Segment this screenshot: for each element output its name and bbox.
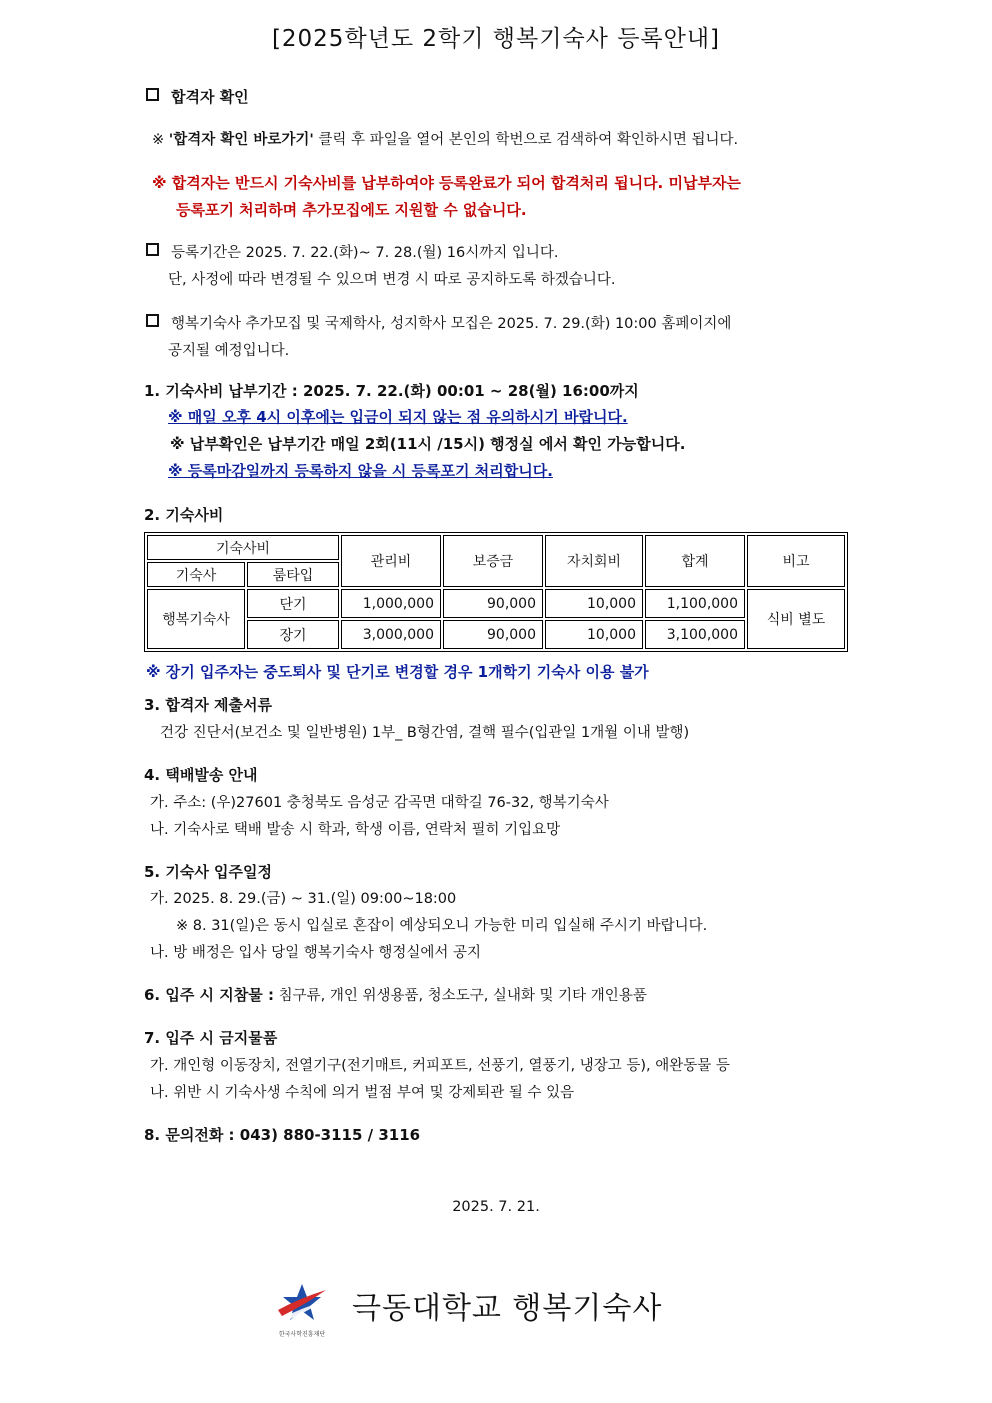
table-row (147, 620, 845, 649)
additional-recruit (146, 312, 731, 333)
delivery-heading: 4. 택배발송 안내 (144, 766, 258, 784)
movein-note: ※ 8. 31(일)은 동시 입실로 혼잡이 예상되오니 가능한 미리 입실해 주시기 바랍니다. (176, 918, 708, 934)
prohibited-items: 가. 개인형 이동장치, 전열기구(전기매트, 커피포트, 선풍기, 열풍기, 냉장고 등), 애완동물 등 (150, 1058, 730, 1074)
recruit-text-2: 공지될 예정입니다. (168, 343, 290, 359)
pass-check-note (152, 128, 738, 149)
table-row (147, 589, 845, 618)
payment-note-3: ※ 등록마감일까지 등록하지 않을 시 등록포기 처리합니다. (168, 462, 553, 480)
square-bullet-icon (146, 243, 159, 256)
cell-deposit: 90,000 (443, 620, 543, 649)
registration-period (146, 241, 559, 262)
square-bullet-icon (146, 314, 159, 327)
cell-room: 장기 (247, 620, 339, 649)
logo-caption: 한국사학진흥재단 (278, 1331, 326, 1338)
cell-council: 10,000 (545, 589, 643, 618)
cell-mgmt: 1,000,000 (341, 589, 441, 618)
page-title: [2025학년도 2학기 행복기숙사 등록안내] (271, 26, 721, 52)
th-fee: 기숙사비 (147, 535, 339, 560)
warning-line-2: 등록포기 처리하며 추가모집에도 지원할 수 없습니다. (176, 201, 527, 219)
th-deposit: 보증금 (443, 535, 543, 587)
fee-heading: 2. 기숙사비 (144, 506, 224, 524)
section-pass-check (146, 86, 249, 107)
payment-note-1: ※ 매일 오후 4시 이후에는 입금이 되지 않는 점 유의하시기 바랍니다. (168, 408, 628, 426)
notice-date: 2025. 7. 21. (452, 1199, 540, 1215)
movein-date: 가. 2025. 8. 29.(금) ~ 31.(일) 09:00~18:00 (150, 891, 457, 907)
payment-note-2: ※ 납부확인은 납부기간 매일 2회(11시 /15시) 행정실 에서 확인 가능합니다. (170, 435, 686, 453)
cell-deposit: 90,000 (443, 589, 543, 618)
delivery-note: 나. 기숙사로 택배 발송 시 학과, 학생 이름, 연락처 필히 기입요망 (150, 822, 561, 838)
belongings-text: 침구류, 개인 위생용품, 청소도구, 실내화 및 기타 개인용품 (273, 988, 647, 1004)
period-note: 단, 사정에 따라 변경될 수 있으며 변경 시 따로 공지하도록 하겠습니다. (168, 272, 616, 288)
delivery-address: 가. 주소: (우)27601 충청북도 음성군 감곡면 대학길 76-32, 행복기숙사 (150, 795, 609, 811)
prohibited-penalty: 나. 위반 시 기숙사생 수칙에 의거 벌점 부여 및 강제퇴관 될 수 있음 (150, 1085, 575, 1101)
documents-heading: 3. 합격자 제출서류 (144, 696, 273, 714)
payment-period-heading: 1. 기숙사비 납부기간 : 2025. 7. 22.(화) 00:01 ~ 28(월) 16:00까지 (144, 382, 639, 400)
organization-name: 극동대학교 행복기숙사 (352, 1291, 663, 1326)
contact-phone: 8. 문의전화 : 043) 880-3115 / 3116 (144, 1126, 421, 1144)
th-mgmt: 관리비 (341, 535, 441, 587)
cell-council: 10,000 (545, 620, 643, 649)
movein-heading: 5. 기숙사 입주일정 (144, 863, 273, 881)
th-room: 룸타입 (247, 562, 339, 587)
cell-total: 3,100,000 (645, 620, 745, 649)
room-assign: 나. 방 배정은 입사 당일 행복기숙사 행정실에서 공지 (150, 945, 482, 961)
documents-text: 건강 진단서(보건소 및 일반병원) 1부_ B형간염, 결핵 필수(입관일 1개월 이내 발행) (160, 725, 690, 741)
period-text: 등록기간은 2025. 7. 22.(화)~ 7. 28.(월) 16시까지 입니다. (171, 245, 559, 261)
th-dorm: 기숙사 (147, 562, 245, 587)
section-heading: 합격자 확인 (171, 88, 249, 106)
th-council: 자치회비 (545, 535, 643, 587)
th-note: 비고 (747, 535, 845, 587)
fee-table (144, 532, 848, 652)
cell-note: 식비 별도 (747, 589, 845, 649)
note-mark: ※ (152, 132, 169, 148)
square-bullet-icon (146, 88, 159, 101)
long-term-note: ※ 장기 입주자는 중도퇴사 및 단기로 변경할 경우 1개학기 기숙사 이용 불가 (146, 663, 649, 681)
foundation-logo (272, 1280, 332, 1338)
star-logo-icon (272, 1280, 332, 1324)
belongings (144, 984, 647, 1005)
th-total: 합계 (645, 535, 745, 587)
note-text: 클릭 후 파일을 열어 본인의 학번으로 검색하여 확인하시면 됩니다. (313, 132, 739, 148)
recruit-text: 행복기숙사 추가모집 및 국제학사, 성지학사 모집은 2025. 7. 29.(화) 10:00 홈페이지에 (171, 316, 732, 332)
cell-dorm: 행복기숙사 (147, 589, 245, 649)
cell-room: 단기 (247, 589, 339, 618)
cell-mgmt: 3,000,000 (341, 620, 441, 649)
cell-total: 1,100,000 (645, 589, 745, 618)
prohibited-heading: 7. 입주 시 금지물품 (144, 1029, 278, 1047)
warning-line-1: ※ 합격자는 반드시 기숙사비를 납부하여야 등록완료가 되어 합격처리 됩니다. 미납부자는 (152, 174, 741, 192)
pass-check-link[interactable]: '합격자 확인 바로가기' (168, 132, 314, 148)
belongings-heading: 6. 입주 시 지참물 : (144, 986, 274, 1004)
